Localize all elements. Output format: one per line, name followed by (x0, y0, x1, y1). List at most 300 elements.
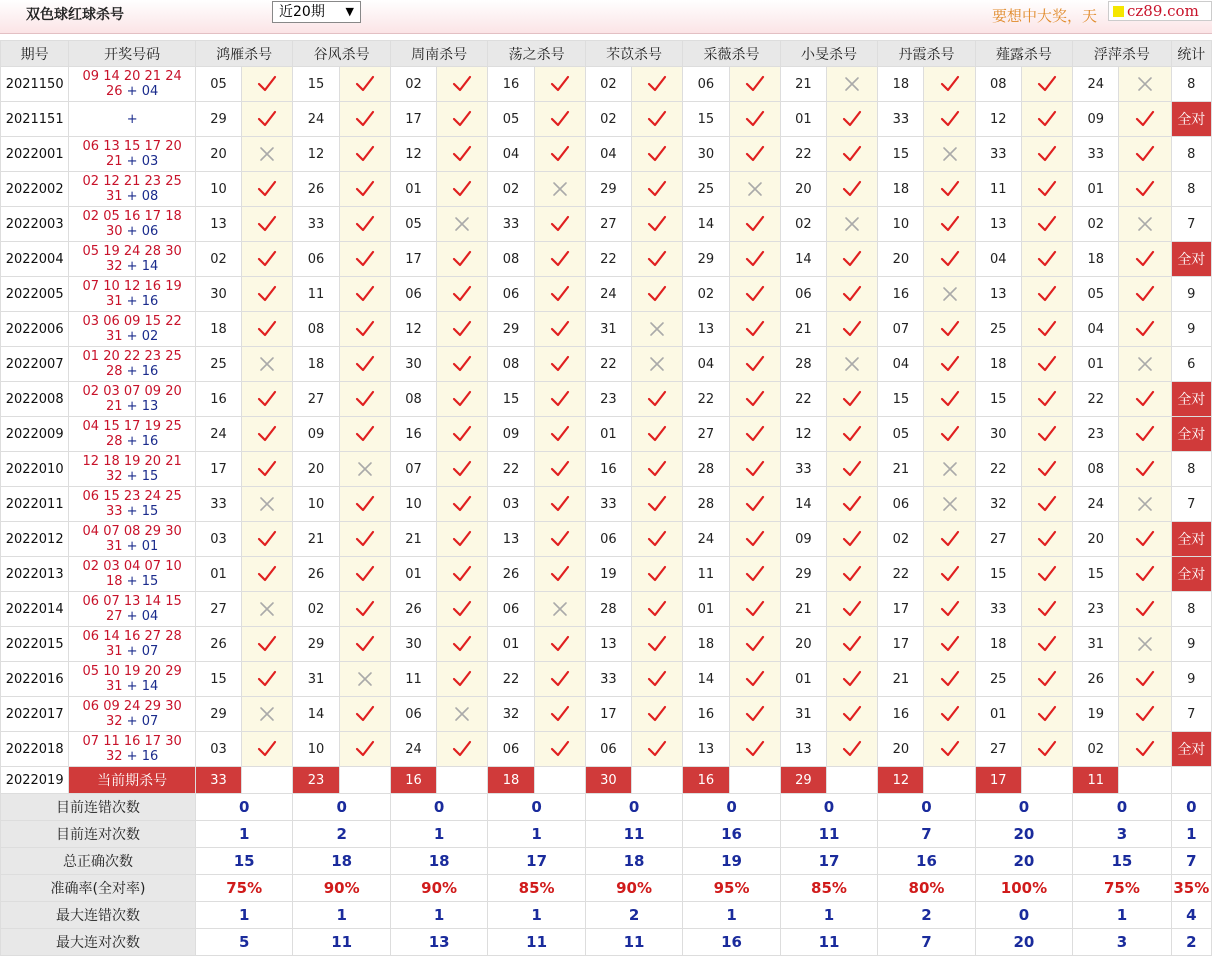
summary-label: 准确率(全对率) (1, 875, 196, 902)
kill-number: 18 (975, 627, 1021, 662)
draw-last-red: 30 (106, 224, 123, 239)
kill-number: 02 (780, 207, 826, 242)
draw-line-1: 05 10 19 20 29 (82, 664, 182, 679)
summary-value: 2 (293, 821, 390, 848)
check-icon (1135, 110, 1155, 128)
column-header: 期号 (1, 41, 69, 67)
check-icon (647, 670, 667, 688)
kill-number: 20 (780, 172, 826, 207)
check-icon (355, 495, 375, 513)
cross-icon (258, 145, 276, 163)
check-icon (1037, 425, 1057, 443)
check-icon (257, 180, 277, 198)
draw-line-1: 07 10 12 16 19 (82, 279, 182, 294)
draw-blue-ball: 13 (141, 399, 159, 414)
check-icon (647, 600, 667, 618)
period-number: 2022017 (1, 697, 69, 732)
summary-value: 11 (488, 929, 585, 956)
result-correct (534, 627, 585, 662)
result-correct (632, 452, 683, 487)
check-icon (940, 215, 960, 233)
plus-sign: + (122, 434, 142, 449)
check-icon (550, 670, 570, 688)
check-icon (452, 110, 472, 128)
draw-line-1: 06 14 16 27 28 (82, 629, 182, 644)
check-icon (452, 565, 472, 583)
kill-number: 05 (390, 207, 436, 242)
check-icon (452, 425, 472, 443)
result-correct (339, 242, 390, 277)
column-header: 薤露杀号 (975, 41, 1072, 67)
summary-label: 总正确次数 (1, 848, 196, 875)
kill-number: 28 (585, 592, 631, 627)
summary-value: 90% (390, 875, 487, 902)
result-correct (729, 312, 780, 347)
check-icon (452, 460, 472, 478)
result-correct (729, 557, 780, 592)
kill-number: 21 (780, 312, 826, 347)
check-icon (1135, 425, 1155, 443)
kill-number: 27 (683, 417, 729, 452)
kill-number: 06 (390, 697, 436, 732)
result-correct (437, 277, 488, 312)
period-number: 2022007 (1, 347, 69, 382)
kill-number: 27 (293, 382, 339, 417)
cross-icon (1136, 215, 1154, 233)
summary-value: 1 (683, 902, 780, 929)
result-correct (339, 347, 390, 382)
check-icon (550, 75, 570, 93)
result-correct (242, 732, 293, 767)
result-correct (339, 557, 390, 592)
draw-numbers (69, 102, 196, 137)
result-correct (534, 347, 585, 382)
draw-line-2 (69, 539, 195, 554)
check-icon (1135, 285, 1155, 303)
plus-sign: + (122, 749, 142, 764)
summary-label: 最大连错次数 (1, 902, 196, 929)
check-icon (550, 215, 570, 233)
check-icon (1037, 355, 1057, 373)
kill-number: 19 (585, 557, 631, 592)
result-correct (924, 102, 975, 137)
draw-line-1: 01 20 22 23 25 (82, 349, 182, 364)
check-icon (940, 600, 960, 618)
result-correct (534, 487, 585, 522)
check-icon (355, 355, 375, 373)
cross-icon (843, 75, 861, 93)
check-icon (1135, 180, 1155, 198)
result-correct (924, 732, 975, 767)
result-correct (1119, 452, 1171, 487)
summary-label: 目前连错次数 (1, 794, 196, 821)
kill-number: 26 (390, 592, 436, 627)
kill-number: 23 (1073, 592, 1119, 627)
result-correct (437, 487, 488, 522)
kill-number: 16 (390, 417, 436, 452)
table-row (1, 662, 1212, 697)
result-correct (729, 592, 780, 627)
summary-value: 0 (975, 902, 1072, 929)
result-correct (242, 102, 293, 137)
summary-value: 90% (293, 875, 390, 902)
summary-value: 18 (390, 848, 487, 875)
result-correct (242, 382, 293, 417)
summary-value: 0 (195, 794, 292, 821)
draw-line-1: 02 03 07 09 20 (82, 384, 182, 399)
table-row (1, 312, 1212, 347)
kill-number: 04 (488, 137, 534, 172)
check-icon (940, 250, 960, 268)
kill-number: 02 (1073, 207, 1119, 242)
stat-cell: 8 (1171, 172, 1211, 207)
summary-row (1, 902, 1212, 929)
check-icon (257, 320, 277, 338)
result-correct (826, 487, 877, 522)
summary-value: 35% (1171, 875, 1211, 902)
kill-number: 22 (780, 137, 826, 172)
check-icon (1037, 75, 1057, 93)
kill-number: 20 (1073, 522, 1119, 557)
draw-line-2 (69, 644, 195, 659)
kill-number: 18 (293, 347, 339, 382)
check-icon (842, 460, 862, 478)
summary-value: 1 (488, 821, 585, 848)
draw-last-red: 32 (106, 259, 123, 274)
table-row (1, 697, 1212, 732)
kill-number: 30 (390, 347, 436, 382)
result-correct (826, 557, 877, 592)
kill-number: 19 (1073, 697, 1119, 732)
summary-value: 85% (780, 875, 877, 902)
result-correct (1119, 417, 1171, 452)
column-header: 芣苡杀号 (585, 41, 682, 67)
kill-number: 01 (488, 627, 534, 662)
check-icon (1037, 530, 1057, 548)
kill-number: 29 (488, 312, 534, 347)
cross-icon (648, 320, 666, 338)
draw-blue-ball: 06 (141, 224, 159, 239)
column-header: 丹霞杀号 (878, 41, 975, 67)
result-correct (826, 732, 877, 767)
draw-last-red: 31 (106, 329, 123, 344)
kill-number: 21 (780, 67, 826, 102)
kill-number: 10 (293, 487, 339, 522)
result-correct (1119, 592, 1171, 627)
period-number: 2022006 (1, 312, 69, 347)
kill-number: 15 (683, 102, 729, 137)
check-icon (452, 670, 472, 688)
period-number: 2022003 (1, 207, 69, 242)
kill-number: 16 (585, 452, 631, 487)
result-correct (1119, 662, 1171, 697)
check-icon (257, 460, 277, 478)
kill-number: 02 (488, 172, 534, 207)
check-icon (745, 390, 765, 408)
result-correct (924, 347, 975, 382)
slogan-text: 要想中大奖，天 (992, 7, 1098, 25)
check-icon (940, 110, 960, 128)
check-icon (647, 285, 667, 303)
kill-number: 18 (683, 627, 729, 662)
result-correct (339, 207, 390, 242)
result-correct (534, 697, 585, 732)
draw-last-red: 26 (106, 84, 123, 99)
cross-icon (843, 355, 861, 373)
check-icon (1135, 740, 1155, 758)
kill-number: 17 (878, 627, 924, 662)
check-icon (452, 355, 472, 373)
kill-number: 09 (488, 417, 534, 452)
check-icon (647, 75, 667, 93)
cross-icon (1136, 355, 1154, 373)
check-icon (940, 565, 960, 583)
draw-blue-ball: 15 (141, 574, 159, 589)
kill-number: 06 (488, 277, 534, 312)
result-wrong (729, 172, 780, 207)
summary-label: 最大连对次数 (1, 929, 196, 956)
stat-cell: 全对 (1171, 382, 1211, 417)
result-correct (1021, 627, 1072, 662)
kill-number: 11 (293, 277, 339, 312)
draw-blue-ball: 15 (141, 469, 159, 484)
kill-number: 17 (878, 592, 924, 627)
result-correct (1021, 207, 1072, 242)
stat-cell: 9 (1171, 312, 1211, 347)
check-icon (842, 670, 862, 688)
check-icon (355, 250, 375, 268)
plus-sign: + (122, 329, 142, 344)
draw-numbers (69, 382, 196, 417)
kill-number: 33 (780, 452, 826, 487)
kill-number: 33 (293, 207, 339, 242)
check-icon (355, 635, 375, 653)
result-wrong (339, 662, 390, 697)
summary-value: 2 (878, 902, 975, 929)
check-icon (452, 320, 472, 338)
cross-icon (746, 180, 764, 198)
kill-number: 30 (975, 417, 1021, 452)
kill-number: 22 (1073, 382, 1119, 417)
current-kill-number: 30 (585, 767, 631, 794)
summary-value: 7 (1171, 848, 1211, 875)
kill-number: 20 (293, 452, 339, 487)
kill-number: 21 (878, 662, 924, 697)
result-correct (729, 137, 780, 172)
result-correct (437, 102, 488, 137)
kill-number: 01 (1073, 172, 1119, 207)
result-correct (924, 67, 975, 102)
kill-number: 22 (975, 452, 1021, 487)
table-row (1, 732, 1212, 767)
kill-number: 09 (293, 417, 339, 452)
check-icon (940, 670, 960, 688)
result-correct (924, 242, 975, 277)
kill-number: 09 (1073, 102, 1119, 137)
result-correct (1021, 732, 1072, 767)
summary-value: 11 (585, 929, 682, 956)
summary-value: 0 (780, 794, 877, 821)
result-correct (1119, 312, 1171, 347)
kill-number: 01 (390, 557, 436, 592)
summary-value: 16 (878, 848, 975, 875)
result-correct (437, 67, 488, 102)
summary-value: 4 (1171, 902, 1211, 929)
draw-line-2 (69, 112, 195, 127)
check-icon (647, 565, 667, 583)
kill-number: 08 (488, 242, 534, 277)
result-correct (924, 592, 975, 627)
kill-number: 18 (878, 172, 924, 207)
result-wrong (826, 67, 877, 102)
kill-number: 02 (293, 592, 339, 627)
draw-line-2 (69, 329, 195, 344)
check-icon (452, 600, 472, 618)
result-correct (437, 347, 488, 382)
result-correct (924, 522, 975, 557)
kill-number: 24 (1073, 487, 1119, 522)
draw-blue-ball: 15 (141, 504, 159, 519)
kill-number: 29 (585, 172, 631, 207)
result-wrong (1119, 487, 1171, 522)
result-correct (339, 592, 390, 627)
result-correct (729, 347, 780, 382)
kill-number: 22 (780, 382, 826, 417)
draw-numbers (69, 592, 196, 627)
kill-number: 18 (975, 347, 1021, 382)
plus-sign: + (122, 504, 142, 519)
draw-numbers (69, 172, 196, 207)
kill-number: 01 (195, 557, 241, 592)
stat-cell: 全对 (1171, 417, 1211, 452)
period-number: 2022009 (1, 417, 69, 452)
result-correct (1021, 312, 1072, 347)
result-correct (924, 627, 975, 662)
summary-value: 18 (293, 848, 390, 875)
draw-line-2 (69, 749, 195, 764)
check-icon (1037, 670, 1057, 688)
kill-number: 29 (683, 242, 729, 277)
summary-value: 1 (195, 902, 292, 929)
result-correct (826, 452, 877, 487)
result-correct (339, 732, 390, 767)
result-correct (632, 557, 683, 592)
kill-number: 12 (390, 137, 436, 172)
kill-number: 01 (683, 592, 729, 627)
summary-row (1, 848, 1212, 875)
kill-number: 31 (585, 312, 631, 347)
result-correct (534, 67, 585, 102)
result-correct (826, 137, 877, 172)
result-correct (729, 277, 780, 312)
kill-number: 23 (1073, 417, 1119, 452)
check-icon (745, 705, 765, 723)
result-correct (632, 172, 683, 207)
summary-value: 5 (195, 929, 292, 956)
check-icon (550, 530, 570, 548)
kill-number: 21 (293, 522, 339, 557)
result-correct (242, 67, 293, 102)
kill-number: 01 (585, 417, 631, 452)
check-icon (355, 390, 375, 408)
check-icon (745, 670, 765, 688)
summary-value: 20 (975, 929, 1072, 956)
check-icon (355, 180, 375, 198)
current-kill-number: 17 (975, 767, 1021, 794)
draw-last-red: 31 (106, 294, 123, 309)
check-icon (355, 320, 375, 338)
summary-row (1, 794, 1212, 821)
cross-icon (941, 460, 959, 478)
result-correct (437, 592, 488, 627)
table-header-row (1, 41, 1212, 67)
result-correct (534, 417, 585, 452)
result-correct (242, 207, 293, 242)
current-kill-number: 16 (390, 767, 436, 794)
kill-number: 14 (780, 487, 826, 522)
kill-number: 08 (975, 67, 1021, 102)
stat-cell: 7 (1171, 697, 1211, 732)
kill-number: 25 (195, 347, 241, 382)
period-select[interactable] (272, 1, 361, 23)
summary-value: 1 (390, 821, 487, 848)
period-number: 2022001 (1, 137, 69, 172)
check-icon (550, 740, 570, 758)
result-correct (729, 102, 780, 137)
summary-value: 90% (585, 875, 682, 902)
check-icon (550, 495, 570, 513)
kill-number: 02 (683, 277, 729, 312)
result-correct (339, 102, 390, 137)
result-correct (339, 312, 390, 347)
kill-number: 12 (390, 312, 436, 347)
result-wrong (924, 277, 975, 312)
check-icon (550, 250, 570, 268)
kill-number: 33 (585, 487, 631, 522)
result-correct (437, 452, 488, 487)
table-row (1, 557, 1212, 592)
check-icon (355, 110, 375, 128)
cross-icon (941, 145, 959, 163)
draw-last-red: 32 (106, 469, 123, 484)
summary-value: 85% (488, 875, 585, 902)
kill-number: 28 (780, 347, 826, 382)
check-icon (647, 180, 667, 198)
kill-number: 13 (488, 522, 534, 557)
check-icon (842, 495, 862, 513)
kill-number: 15 (878, 382, 924, 417)
check-icon (842, 180, 862, 198)
result-correct (1021, 697, 1072, 732)
draw-line-1: 06 13 15 17 20 (82, 139, 182, 154)
plus-sign: + (122, 154, 142, 169)
result-correct (826, 522, 877, 557)
result-correct (242, 522, 293, 557)
period-number: 2022011 (1, 487, 69, 522)
column-header: 采薇杀号 (683, 41, 780, 67)
kill-number: 04 (683, 347, 729, 382)
check-icon (745, 215, 765, 233)
check-icon (940, 390, 960, 408)
period-number: 2022010 (1, 452, 69, 487)
draw-line-2 (69, 434, 195, 449)
result-correct (632, 732, 683, 767)
result-correct (1021, 102, 1072, 137)
result-wrong (242, 487, 293, 522)
result-correct (242, 662, 293, 697)
table-row (1, 382, 1212, 417)
site-logo[interactable] (1108, 1, 1212, 21)
